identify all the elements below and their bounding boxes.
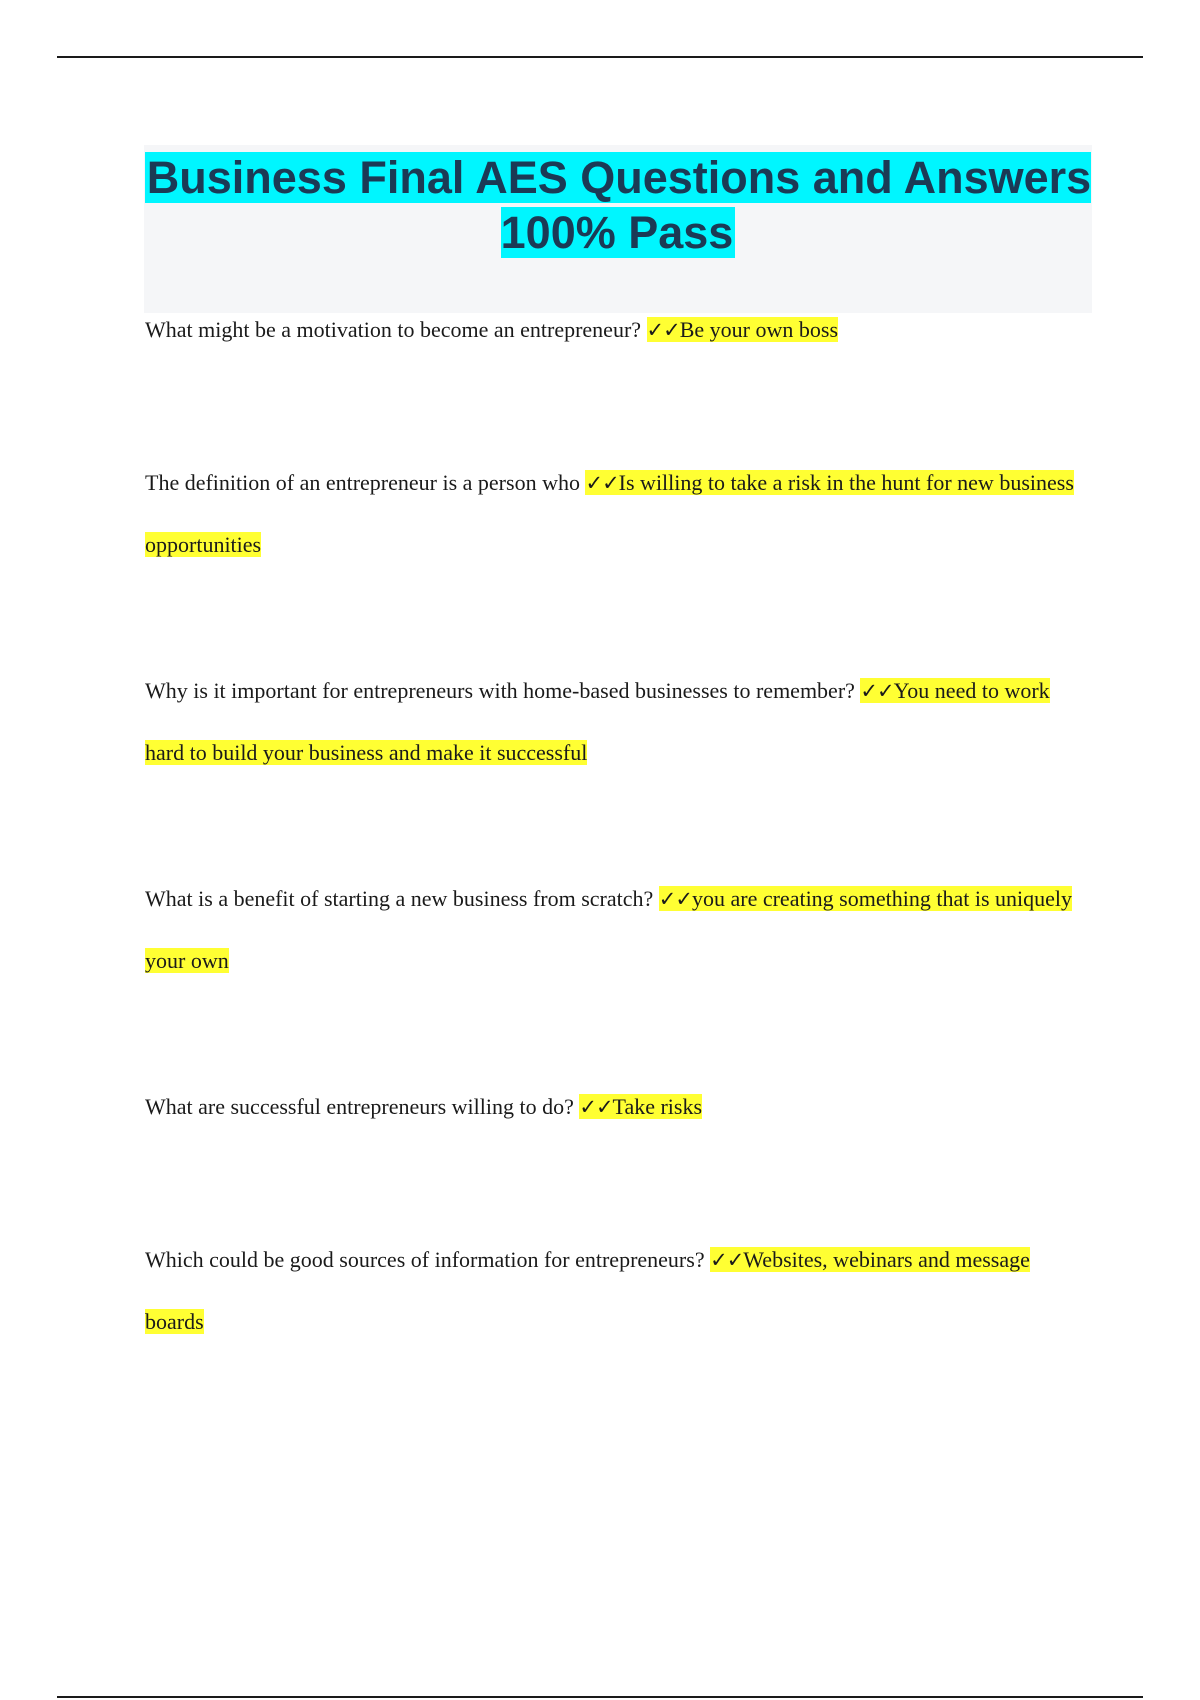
question-text: Which could be good sources of information for entrepreneurs?: [145, 1247, 705, 1272]
qa-item-6: [145, 1229, 1085, 1352]
double-check-icon: ✓✓: [579, 1095, 613, 1119]
answer-highlight: [579, 1094, 702, 1119]
answer-text: Is willing to take a risk in the hunt for new business opportunities: [145, 470, 1074, 557]
document-title: [144, 145, 1092, 260]
qa-item-2: [145, 452, 1085, 575]
answer-text: You need to work hard to build your business and make it successful: [145, 678, 1050, 765]
qa-item-4: [145, 868, 1085, 991]
double-check-icon: ✓✓: [585, 471, 619, 495]
document-title-text: Business Final AES Questions and Answers 100% Pass: [146, 152, 1092, 258]
double-check-icon: ✓✓: [658, 887, 692, 911]
qa-item-3: [145, 660, 1085, 783]
qa-item-1: [145, 299, 1085, 361]
double-check-icon: ✓✓: [646, 318, 680, 342]
answer-text: Be your own boss: [679, 317, 839, 342]
question-text: Why is it important for entrepreneurs with home-based businesses to remember?: [145, 678, 855, 703]
question-text: What might be a motivation to become an entrepreneur?: [145, 317, 642, 342]
answer-text: Websites, webinars and message boards: [145, 1247, 1030, 1334]
header-rule: [57, 56, 1143, 58]
question-text: The definition of an entrepreneur is a person who: [145, 470, 580, 495]
footer-rule: [57, 1696, 1143, 1698]
question-text: What are successful entrepreneurs willing to do?: [145, 1094, 574, 1119]
answer-text: Take risks: [612, 1094, 703, 1119]
double-check-icon: ✓✓: [860, 679, 894, 703]
title-block: [144, 145, 1092, 313]
double-check-icon: ✓✓: [710, 1248, 744, 1272]
answer-highlight: [647, 317, 838, 342]
qa-item-5: [145, 1076, 1085, 1138]
answer-text: you are creating something that is uniquely your own: [145, 886, 1072, 973]
question-text: What is a benefit of starting a new business from scratch?: [145, 886, 654, 911]
